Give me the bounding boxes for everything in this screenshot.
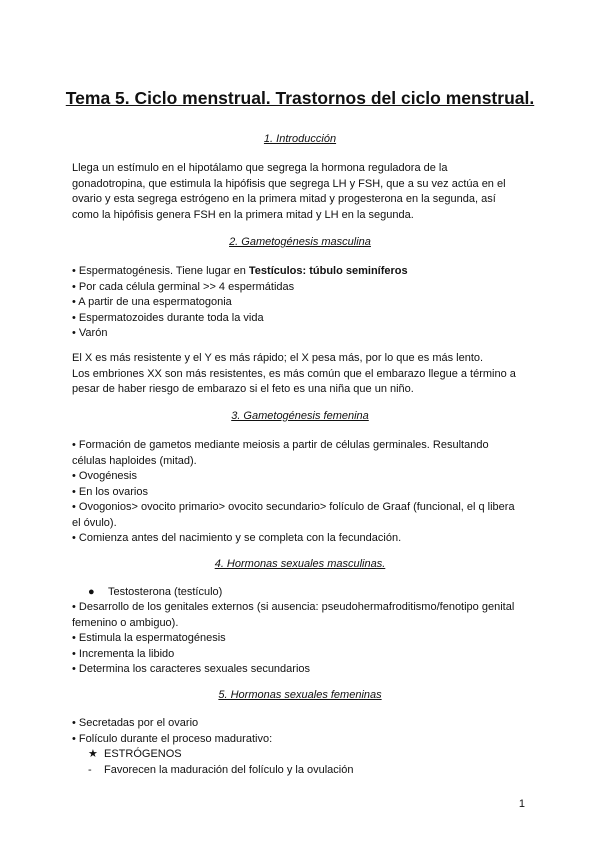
section-heading-hormonas-femeninas: 5. Hormonas sexuales femeninas [218,689,382,701]
text-line: El X es más resistente y el Y es más rápido; el X pesa más, por lo que es más lento. [72,352,484,364]
page-title: Tema 5. Ciclo menstrual. Trastornos del ciclo menstrual. [65,88,535,108]
list-item: • Varón [72,327,108,339]
list-item-text: Favorecen la maduración del folículo y la ovulación [104,764,354,776]
male-hormones-list [72,600,528,678]
text-line: ovario y esta segrega estrógeno en la primera mitad y progesterona en la segunda, así [72,193,496,205]
dash-bullet-icon: - [88,764,92,776]
list-item: • Ovogonios> ovocito primario> ovocito secundario> folículo de Graaf (funcional, el q libera [72,501,515,513]
page-number: 1 [518,798,525,810]
section-heading-gametogenesis-masculina: 2. Gametogénesis masculina [229,236,371,248]
list-item: • Determina los caracteres sexuales secundarios [72,663,311,675]
list-item [88,585,222,601]
text-line: Llega un estímulo en el hipotálamo que segrega la hormona reguladora de la [72,162,448,174]
list-item-text: ESTRÓGENOS [104,748,182,760]
list-item: • Comienza antes del nacimiento y se completa con la fecundación. [72,532,402,544]
list-item: • Formación de gametos mediante meiosis a partir de células germinales. Resultando [72,439,489,451]
list-item: • Desarrollo de los genitales externos (si ausencia: pseudohermafroditismo/fenotipo genital [72,601,515,613]
text-line: Los embriones XX son más resistentes, es más común que el embarazo llegue a término a [72,367,516,380]
text-line: gonadotropina, que estimula la hipófisis que segrega LH y FSH, que a su vez actúa en el [72,177,506,190]
section-heading-hormonas-masculinas: 4. Hormonas sexuales masculinas. [214,558,386,570]
star-bullet-icon: ★ [88,748,98,760]
list-item-text: • Espermatogénesis. Tiene lugar en [72,265,249,277]
male-paragraph [72,351,528,398]
female-hormones-list [72,716,528,747]
list-item: • En los ovarios [72,485,148,498]
list-item: • Incrementa la libido [72,647,175,660]
text-line: pesar de haber riesgo de embarazo si el feto es una niña que un niño. [72,383,414,395]
list-item: células haploides (mitad). [72,454,197,467]
list-item-text: Testosterona (testículo) [108,586,223,598]
text-line: como la hipófisis genera FSH en la primera mitad y LH en la segunda. [72,208,414,221]
intro-paragraph [72,161,528,223]
list-item [88,747,182,763]
section-heading-introduccion: 1. Introducción [263,133,337,145]
list-item-bold-text: Testículos: túbulo seminíferos [248,265,408,277]
list-item: • A partir de una espermatogonia [72,296,232,308]
list-item: el óvulo). [72,516,117,529]
list-item: • Secretadas por el ovario [72,717,199,729]
list-item: • Folículo durante el proceso madurativo: [72,732,273,745]
female-bullet-list [72,438,528,547]
list-item [88,763,353,779]
section-heading-gametogenesis-femenina: 3. Gametogénesis femenina [231,410,369,422]
list-item: • Espermatozoides durante toda la vida [72,311,264,324]
circle-bullet-icon: ● [88,586,95,598]
list-item: • Estimula la espermatogénesis [72,632,226,644]
list-item: • Ovogénesis [72,470,137,482]
list-item: femenino o ambiguo). [72,616,179,629]
male-bullet-list [72,264,528,342]
list-item [72,264,528,280]
list-item: • Por cada célula germinal >> 4 espermátidas [72,280,295,293]
